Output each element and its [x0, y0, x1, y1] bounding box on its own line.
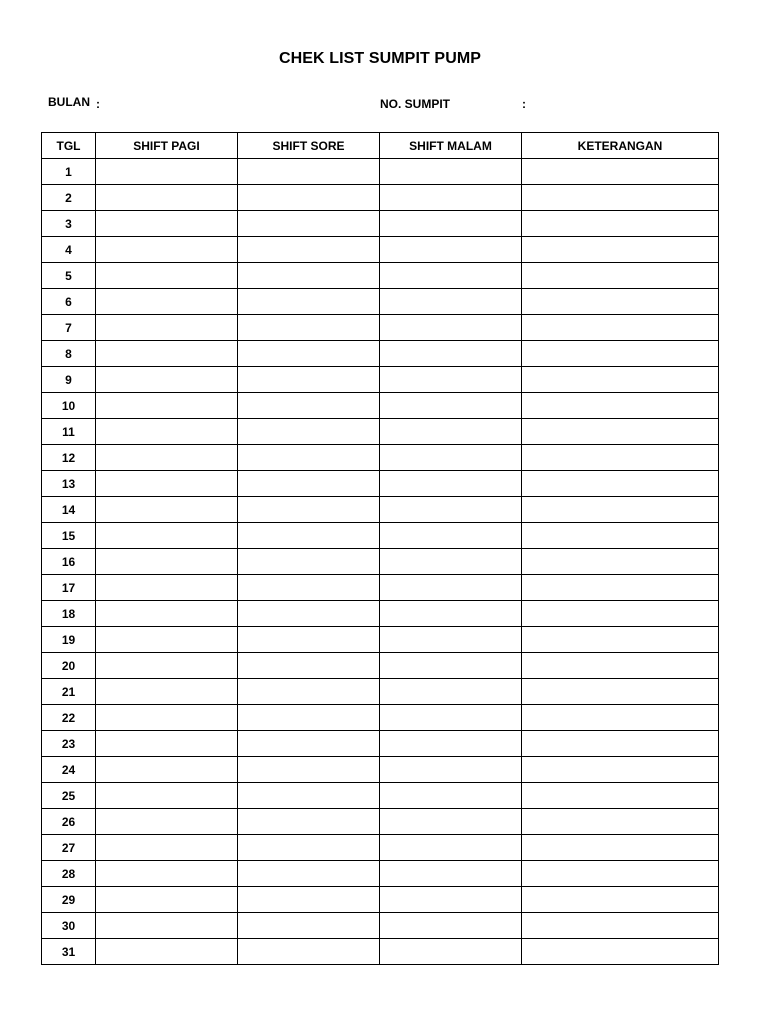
keterangan-cell[interactable]	[522, 419, 719, 445]
table-row	[42, 835, 719, 861]
keterangan-cell[interactable]	[522, 939, 719, 965]
table-row	[42, 705, 719, 731]
shift-malam-cell[interactable]	[380, 315, 522, 341]
shift-malam-cell[interactable]	[380, 809, 522, 835]
shift-pagi-cell[interactable]	[96, 679, 238, 705]
table-body	[42, 159, 719, 965]
shift-malam-cell[interactable]	[380, 185, 522, 211]
shift-pagi-cell[interactable]	[96, 913, 238, 939]
table-row	[42, 367, 719, 393]
keterangan-cell[interactable]	[522, 861, 719, 887]
shift-sore-cell[interactable]	[238, 159, 380, 185]
keterangan-cell[interactable]	[522, 653, 719, 679]
table-row	[42, 809, 719, 835]
shift-pagi-cell[interactable]	[96, 315, 238, 341]
shift-malam-cell[interactable]	[380, 289, 522, 315]
shift-sore-cell[interactable]	[238, 913, 380, 939]
shift-malam-cell[interactable]	[380, 497, 522, 523]
shift-malam-cell[interactable]	[380, 237, 522, 263]
day-cell: 9	[42, 367, 96, 393]
shift-sore-cell[interactable]	[238, 809, 380, 835]
shift-malam-cell[interactable]	[380, 627, 522, 653]
day-cell: 23	[42, 731, 96, 757]
no-sumpit-label: NO. SUMPIT	[380, 97, 451, 111]
shift-pagi-cell[interactable]	[96, 653, 238, 679]
keterangan-cell[interactable]	[522, 211, 719, 237]
table-row	[42, 913, 719, 939]
shift-pagi-cell[interactable]	[96, 367, 238, 393]
shift-sore-cell[interactable]	[238, 523, 380, 549]
day-cell: 24	[42, 757, 96, 783]
shift-pagi-cell[interactable]	[96, 159, 238, 185]
keterangan-cell[interactable]	[522, 783, 719, 809]
day-cell: 15	[42, 523, 96, 549]
shift-pagi-cell[interactable]	[96, 497, 238, 523]
shift-pagi-cell[interactable]	[96, 627, 238, 653]
day-cell: 5	[42, 263, 96, 289]
keterangan-cell[interactable]	[522, 393, 719, 419]
day-cell: 11	[42, 419, 96, 445]
day-cell: 17	[42, 575, 96, 601]
shift-sore-cell[interactable]	[238, 939, 380, 965]
day-cell: 25	[42, 783, 96, 809]
shift-pagi-cell[interactable]	[96, 757, 238, 783]
shift-pagi-cell[interactable]	[96, 783, 238, 809]
shift-pagi-cell[interactable]	[96, 263, 238, 289]
table-row	[42, 341, 719, 367]
shift-malam-cell[interactable]	[380, 887, 522, 913]
day-cell: 18	[42, 601, 96, 627]
shift-pagi-cell[interactable]	[96, 809, 238, 835]
day-cell: 27	[42, 835, 96, 861]
day-cell: 1	[42, 159, 96, 185]
keterangan-cell[interactable]	[522, 887, 719, 913]
shift-malam-cell[interactable]	[380, 211, 522, 237]
keterangan-cell[interactable]	[522, 367, 719, 393]
header-keterangan: KETERANGAN	[522, 133, 719, 159]
header-tgl: TGL	[42, 133, 96, 159]
keterangan-cell[interactable]	[522, 445, 719, 471]
shift-pagi-cell[interactable]	[96, 705, 238, 731]
shift-malam-cell[interactable]	[380, 341, 522, 367]
keterangan-cell[interactable]	[522, 315, 719, 341]
shift-pagi-cell[interactable]	[96, 237, 238, 263]
keterangan-cell[interactable]	[522, 289, 719, 315]
table-row	[42, 627, 719, 653]
shift-pagi-cell[interactable]	[96, 731, 238, 757]
table-row	[42, 263, 719, 289]
table-row	[42, 757, 719, 783]
shift-pagi-cell[interactable]	[96, 471, 238, 497]
day-cell: 2	[42, 185, 96, 211]
checklist-table	[41, 132, 719, 965]
table-row	[42, 471, 719, 497]
no-sumpit-colon: :	[522, 97, 526, 111]
shift-malam-cell[interactable]	[380, 159, 522, 185]
bulan-label: BULAN	[48, 95, 90, 109]
header-shift-pagi: SHIFT PAGI	[96, 133, 238, 159]
day-cell: 8	[42, 341, 96, 367]
day-cell: 13	[42, 471, 96, 497]
shift-malam-cell[interactable]	[380, 731, 522, 757]
keterangan-cell[interactable]	[522, 471, 719, 497]
shift-pagi-cell[interactable]	[96, 601, 238, 627]
table-row	[42, 237, 719, 263]
shift-sore-cell[interactable]	[238, 835, 380, 861]
keterangan-cell[interactable]	[522, 523, 719, 549]
shift-malam-cell[interactable]	[380, 653, 522, 679]
day-cell: 31	[42, 939, 96, 965]
table-row	[42, 679, 719, 705]
shift-sore-cell[interactable]	[238, 497, 380, 523]
day-cell: 26	[42, 809, 96, 835]
shift-pagi-cell[interactable]	[96, 445, 238, 471]
shift-malam-cell[interactable]	[380, 757, 522, 783]
table-row	[42, 211, 719, 237]
day-cell: 10	[42, 393, 96, 419]
shift-malam-cell[interactable]	[380, 263, 522, 289]
shift-pagi-cell[interactable]	[96, 289, 238, 315]
shift-sore-cell[interactable]	[238, 783, 380, 809]
shift-malam-cell[interactable]	[380, 419, 522, 445]
table-row	[42, 497, 719, 523]
table-row	[42, 731, 719, 757]
day-cell: 16	[42, 549, 96, 575]
keterangan-cell[interactable]	[522, 575, 719, 601]
bulan-colon: :	[96, 97, 100, 111]
shift-sore-cell[interactable]	[238, 289, 380, 315]
table-row	[42, 601, 719, 627]
shift-pagi-cell[interactable]	[96, 523, 238, 549]
header-shift-malam: SHIFT MALAM	[380, 133, 522, 159]
shift-sore-cell[interactable]	[238, 757, 380, 783]
keterangan-cell[interactable]	[522, 705, 719, 731]
shift-malam-cell[interactable]	[380, 705, 522, 731]
header-shift-sore: SHIFT SORE	[238, 133, 380, 159]
shift-pagi-cell[interactable]	[96, 861, 238, 887]
table-row	[42, 445, 719, 471]
shift-pagi-cell[interactable]	[96, 393, 238, 419]
keterangan-cell[interactable]	[522, 757, 719, 783]
keterangan-cell[interactable]	[522, 185, 719, 211]
shift-malam-cell[interactable]	[380, 367, 522, 393]
keterangan-cell[interactable]	[522, 263, 719, 289]
shift-malam-cell[interactable]	[380, 913, 522, 939]
shift-sore-cell[interactable]	[238, 861, 380, 887]
table-row	[42, 887, 719, 913]
shift-malam-cell[interactable]	[380, 523, 522, 549]
shift-sore-cell[interactable]	[238, 601, 380, 627]
day-cell: 12	[42, 445, 96, 471]
day-cell: 14	[42, 497, 96, 523]
shift-sore-cell[interactable]	[238, 887, 380, 913]
day-cell: 21	[42, 679, 96, 705]
shift-sore-cell[interactable]	[238, 731, 380, 757]
shift-pagi-cell[interactable]	[96, 185, 238, 211]
keterangan-cell[interactable]	[522, 913, 719, 939]
shift-sore-cell[interactable]	[238, 575, 380, 601]
shift-sore-cell[interactable]	[238, 653, 380, 679]
keterangan-cell[interactable]	[522, 159, 719, 185]
day-cell: 30	[42, 913, 96, 939]
day-cell: 6	[42, 289, 96, 315]
shift-sore-cell[interactable]	[238, 679, 380, 705]
keterangan-cell[interactable]	[522, 627, 719, 653]
document-title: CHEK LIST SUMPIT PUMP	[278, 50, 482, 67]
shift-sore-cell[interactable]	[238, 367, 380, 393]
shift-pagi-cell[interactable]	[96, 939, 238, 965]
shift-sore-cell[interactable]	[238, 185, 380, 211]
table-row	[42, 315, 719, 341]
keterangan-cell[interactable]	[522, 679, 719, 705]
day-cell: 29	[42, 887, 96, 913]
shift-malam-cell[interactable]	[380, 549, 522, 575]
shift-malam-cell[interactable]	[380, 601, 522, 627]
day-cell: 3	[42, 211, 96, 237]
table-row	[42, 289, 719, 315]
shift-pagi-cell[interactable]	[96, 549, 238, 575]
shift-malam-cell[interactable]	[380, 679, 522, 705]
day-cell: 22	[42, 705, 96, 731]
table-row	[42, 549, 719, 575]
table-row	[42, 939, 719, 965]
shift-pagi-cell[interactable]	[96, 341, 238, 367]
keterangan-cell[interactable]	[522, 237, 719, 263]
shift-sore-cell[interactable]	[238, 627, 380, 653]
shift-sore-cell[interactable]	[238, 419, 380, 445]
shift-malam-cell[interactable]	[380, 445, 522, 471]
shift-pagi-cell[interactable]	[96, 419, 238, 445]
shift-sore-cell[interactable]	[238, 393, 380, 419]
shift-sore-cell[interactable]	[238, 315, 380, 341]
shift-malam-cell[interactable]	[380, 783, 522, 809]
table-row	[42, 653, 719, 679]
day-cell: 28	[42, 861, 96, 887]
keterangan-cell[interactable]	[522, 835, 719, 861]
shift-pagi-cell[interactable]	[96, 887, 238, 913]
shift-pagi-cell[interactable]	[96, 575, 238, 601]
shift-malam-cell[interactable]	[380, 939, 522, 965]
shift-malam-cell[interactable]	[380, 393, 522, 419]
day-cell: 19	[42, 627, 96, 653]
table-row	[42, 185, 719, 211]
shift-sore-cell[interactable]	[238, 705, 380, 731]
shift-sore-cell[interactable]	[238, 445, 380, 471]
table-row	[42, 861, 719, 887]
shift-malam-cell[interactable]	[380, 471, 522, 497]
shift-sore-cell[interactable]	[238, 263, 380, 289]
shift-malam-cell[interactable]	[380, 861, 522, 887]
keterangan-cell[interactable]	[522, 809, 719, 835]
shift-sore-cell[interactable]	[238, 549, 380, 575]
table-row	[42, 523, 719, 549]
keterangan-cell[interactable]	[522, 497, 719, 523]
keterangan-cell[interactable]	[522, 601, 719, 627]
keterangan-cell[interactable]	[522, 731, 719, 757]
shift-pagi-cell[interactable]	[96, 211, 238, 237]
table-header-row	[42, 133, 719, 159]
shift-malam-cell[interactable]	[380, 835, 522, 861]
keterangan-cell[interactable]	[522, 341, 719, 367]
day-cell: 7	[42, 315, 96, 341]
shift-pagi-cell[interactable]	[96, 835, 238, 861]
table-row	[42, 783, 719, 809]
shift-sore-cell[interactable]	[238, 237, 380, 263]
shift-sore-cell[interactable]	[238, 341, 380, 367]
table-row	[42, 393, 719, 419]
table-row	[42, 575, 719, 601]
keterangan-cell[interactable]	[522, 549, 719, 575]
day-cell: 4	[42, 237, 96, 263]
shift-malam-cell[interactable]	[380, 575, 522, 601]
day-cell: 20	[42, 653, 96, 679]
shift-sore-cell[interactable]	[238, 211, 380, 237]
table-row	[42, 419, 719, 445]
table-row	[42, 159, 719, 185]
shift-sore-cell[interactable]	[238, 471, 380, 497]
